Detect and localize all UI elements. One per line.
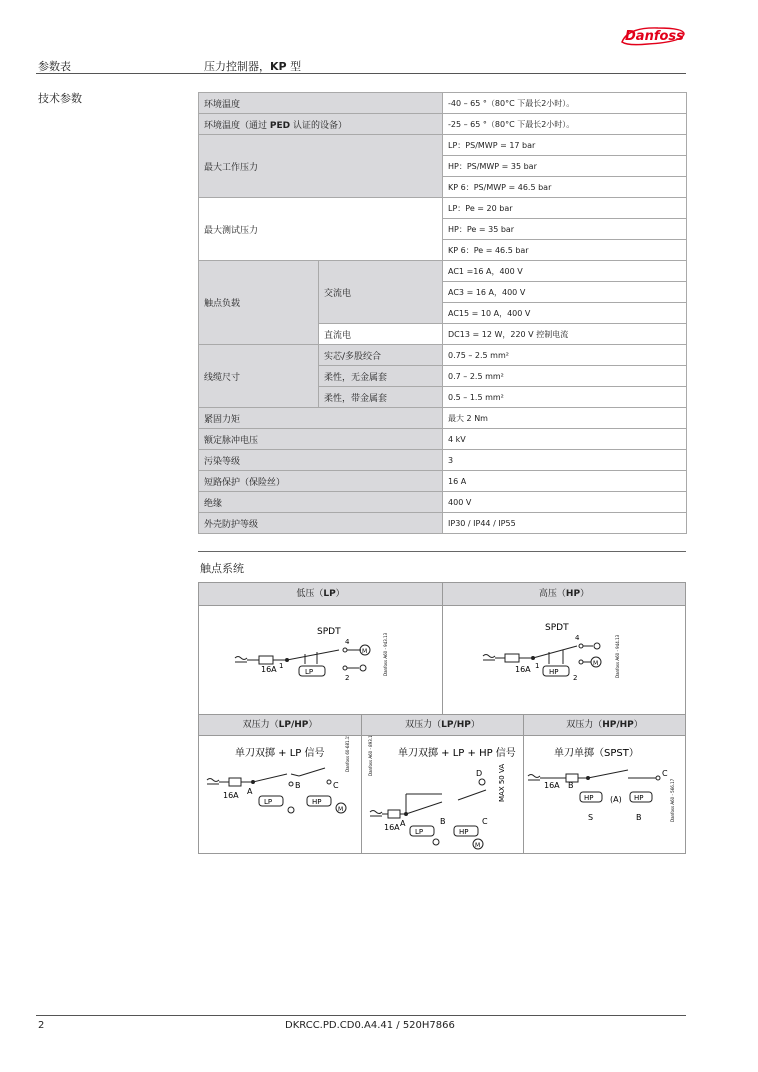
table-row	[199, 471, 687, 492]
spec-label: 最大工作压力	[199, 135, 443, 198]
dual2-wiring-diagram	[362, 736, 523, 853]
lamp-icon	[360, 665, 366, 671]
hp-diagram	[442, 605, 686, 715]
spec-value: -25 – 65 °（80°C 下最长2小时）。	[443, 114, 687, 135]
spec-label: 额定脉冲电压	[199, 429, 443, 450]
header-rule	[36, 73, 686, 74]
spec-value: 0.75 – 2.5 mm²	[443, 345, 687, 366]
max-va-label: MAX 50 VA	[498, 763, 506, 802]
fuse-icon	[229, 778, 241, 786]
lp-box-label: LP	[415, 828, 424, 836]
terminal-2-label: 2	[573, 674, 578, 682]
ac-symbol	[483, 655, 495, 661]
table-row	[199, 114, 687, 135]
ac-symbol	[235, 657, 247, 663]
fuse-icon	[505, 654, 519, 662]
lamp-icon	[433, 839, 439, 845]
hp-box-label-2: HP	[634, 794, 644, 802]
section-rule	[198, 551, 686, 552]
terminal-1-label: 1	[535, 662, 540, 670]
svg-text:M: M	[593, 660, 599, 667]
diagram-code: Danfoss A60 - 944.13	[615, 634, 620, 678]
spec-table	[198, 92, 687, 534]
spec-value: -40 – 65 °（80°C 下最长2小时）。	[443, 93, 687, 114]
fuse-icon	[259, 656, 273, 664]
spec-label: 污染等级	[199, 450, 443, 471]
hp-box-label: HP	[459, 828, 469, 836]
diagram-subtitle: 单刀双掷 + LP 信号	[235, 748, 325, 759]
table-row	[199, 93, 687, 114]
fuse-label: 16A	[515, 665, 531, 674]
diagram-code: Danfoss 60-681.15	[345, 736, 350, 772]
dual1-wiring-diagram	[199, 736, 361, 853]
lamp-icon	[288, 807, 294, 813]
header-category: 参数表	[38, 60, 71, 73]
dual3-wiring-diagram	[524, 736, 685, 853]
ac-symbol	[207, 779, 219, 785]
page-number: 2	[38, 1020, 45, 1031]
table-row	[199, 429, 687, 450]
fuse-label: 16A	[223, 791, 239, 800]
terminal-4-label: 4	[575, 634, 580, 642]
table-row	[199, 513, 687, 534]
spec-label: 外壳防护等级	[199, 513, 443, 534]
table-row	[199, 135, 687, 156]
dual1-diagram	[198, 735, 362, 854]
logo-text: Danfoss	[625, 29, 684, 44]
table-row	[199, 492, 687, 513]
lp-diagram-header: 低压（LP）	[198, 582, 443, 606]
section-label: 技术参数	[38, 92, 82, 105]
terminal-a-label: A	[247, 787, 253, 796]
hp-box-label: HP	[584, 794, 594, 802]
spec-label: 绝缘	[199, 492, 443, 513]
switch-b-label: B	[636, 813, 642, 822]
terminal-b-label: B	[295, 781, 301, 790]
spec-value: HP：Pe = 35 bar	[443, 219, 687, 240]
spec-value: DC13 = 12 W，220 V 控制电流	[443, 324, 687, 345]
dual2-diagram	[361, 735, 524, 854]
spec-sublabel: 柔性，带金属套	[319, 387, 443, 408]
spec-sublabel: 实芯/多股绞合	[319, 345, 443, 366]
terminal-4-label: 4	[345, 638, 350, 646]
spec-label: 短路保护（保险丝）	[199, 471, 443, 492]
terminal-a-label: (A)	[610, 795, 622, 804]
svg-text:M: M	[362, 648, 368, 655]
spec-value: LP：PS/MWP = 17 bar	[443, 135, 687, 156]
spec-value: KP 6：Pe = 46.5 bar	[443, 240, 687, 261]
table-row	[199, 261, 687, 282]
lp-box-label: LP	[264, 798, 273, 806]
lp-box-label: LP	[305, 668, 314, 676]
fuse-icon	[388, 810, 400, 818]
dual1-diagram-header: 双压力（LP/HP）	[198, 714, 362, 736]
spec-value: 0.5 – 1.5 mm²	[443, 387, 687, 408]
ac-symbol	[528, 775, 540, 781]
spec-value: 最大 2 Nm	[443, 408, 687, 429]
spec-sublabel: 柔性，无金属套	[319, 366, 443, 387]
terminal-c-label: C	[482, 817, 488, 826]
lamp-icon	[594, 643, 600, 649]
spec-value: 400 V	[443, 492, 687, 513]
lp-diagram	[198, 605, 443, 715]
spdt-label: SPDT	[317, 627, 341, 637]
spec-label: 线缆尺寸	[199, 345, 319, 408]
spec-label: 最大测试压力	[199, 198, 443, 261]
dual2-diagram-header: 双压力（LP/HP）	[361, 714, 524, 736]
spec-value: 0.7 – 2.5 mm²	[443, 366, 687, 387]
spec-value: AC15 = 10 A，400 V	[443, 303, 687, 324]
spec-value: IP30 / IP44 / IP55	[443, 513, 687, 534]
diagram-subtitle: 单刀双掷 + LP + HP 信号	[398, 748, 516, 759]
terminal-c-label: C	[662, 769, 668, 778]
svg-text:M: M	[475, 842, 481, 849]
danfoss-logo	[618, 22, 688, 50]
spec-value: 4 kV	[443, 429, 687, 450]
fuse-label: 16A	[261, 665, 277, 674]
terminal-1-label: 1	[279, 662, 284, 670]
lp-wiring-diagram	[199, 606, 442, 714]
hp-box-label: HP	[312, 798, 322, 806]
spec-label: 触点负载	[199, 261, 319, 345]
terminal-a-label: A	[400, 819, 406, 828]
fuse-label: 16A	[384, 823, 400, 832]
diagram-code: Danfoss A60 - 893.14	[368, 736, 373, 776]
diagram-code: Danfoss A60 - 566.17	[670, 778, 675, 822]
table-row	[199, 198, 687, 219]
diagram-subtitle: 单刀单掷（SPST）	[554, 748, 639, 759]
spec-label: 环境温度	[199, 93, 443, 114]
spec-sublabel: 直流电	[319, 324, 443, 345]
table-row	[199, 408, 687, 429]
spec-value: AC3 = 16 A，400 V	[443, 282, 687, 303]
spec-value: KP 6：PS/MWP = 46.5 bar	[443, 177, 687, 198]
contact-diagram-grid	[198, 582, 686, 854]
terminal-d-label: D	[476, 769, 483, 778]
terminal-b-label: B	[440, 817, 446, 826]
terminal-2-label: 2	[345, 674, 350, 682]
spec-value: AC1 =16 A，400 V	[443, 261, 687, 282]
fuse-label: 16A	[544, 781, 560, 790]
spec-value: 3	[443, 450, 687, 471]
hp-box-label: HP	[549, 668, 559, 676]
lamp-icon	[479, 779, 485, 785]
ac-symbol	[370, 811, 382, 817]
dual3-diagram-header: 双压力（HP/HP）	[523, 714, 686, 736]
spec-label: 环境温度（通过 PED 认证的设备）	[199, 114, 443, 135]
header-title: 压力控制器，KP 型	[204, 60, 302, 73]
spec-label: 紧固力矩	[199, 408, 443, 429]
switch-s-label: S	[588, 813, 594, 822]
footer-rule	[36, 1015, 686, 1016]
table-row	[199, 450, 687, 471]
spec-value: HP：PS/MWP = 35 bar	[443, 156, 687, 177]
dual3-diagram	[523, 735, 686, 854]
spec-value: 16 A	[443, 471, 687, 492]
contact-system-title: 触点系统	[200, 562, 244, 575]
terminal-b-label: B	[568, 781, 574, 790]
table-row	[199, 345, 687, 366]
diagram-code: Danfoss A60 - 943.13	[383, 632, 388, 676]
spdt-label: SPDT	[545, 623, 569, 633]
spec-sublabel: 交流电	[319, 261, 443, 324]
hp-diagram-header: 高压（HP）	[442, 582, 686, 606]
hp-wiring-diagram	[443, 606, 685, 714]
svg-text:M: M	[338, 806, 344, 813]
terminal-c-label: C	[333, 781, 339, 790]
document-code: DKRCC.PD.CD0.A4.41 / 520H7866	[285, 1020, 455, 1031]
spec-value: LP：Pe = 20 bar	[443, 198, 687, 219]
